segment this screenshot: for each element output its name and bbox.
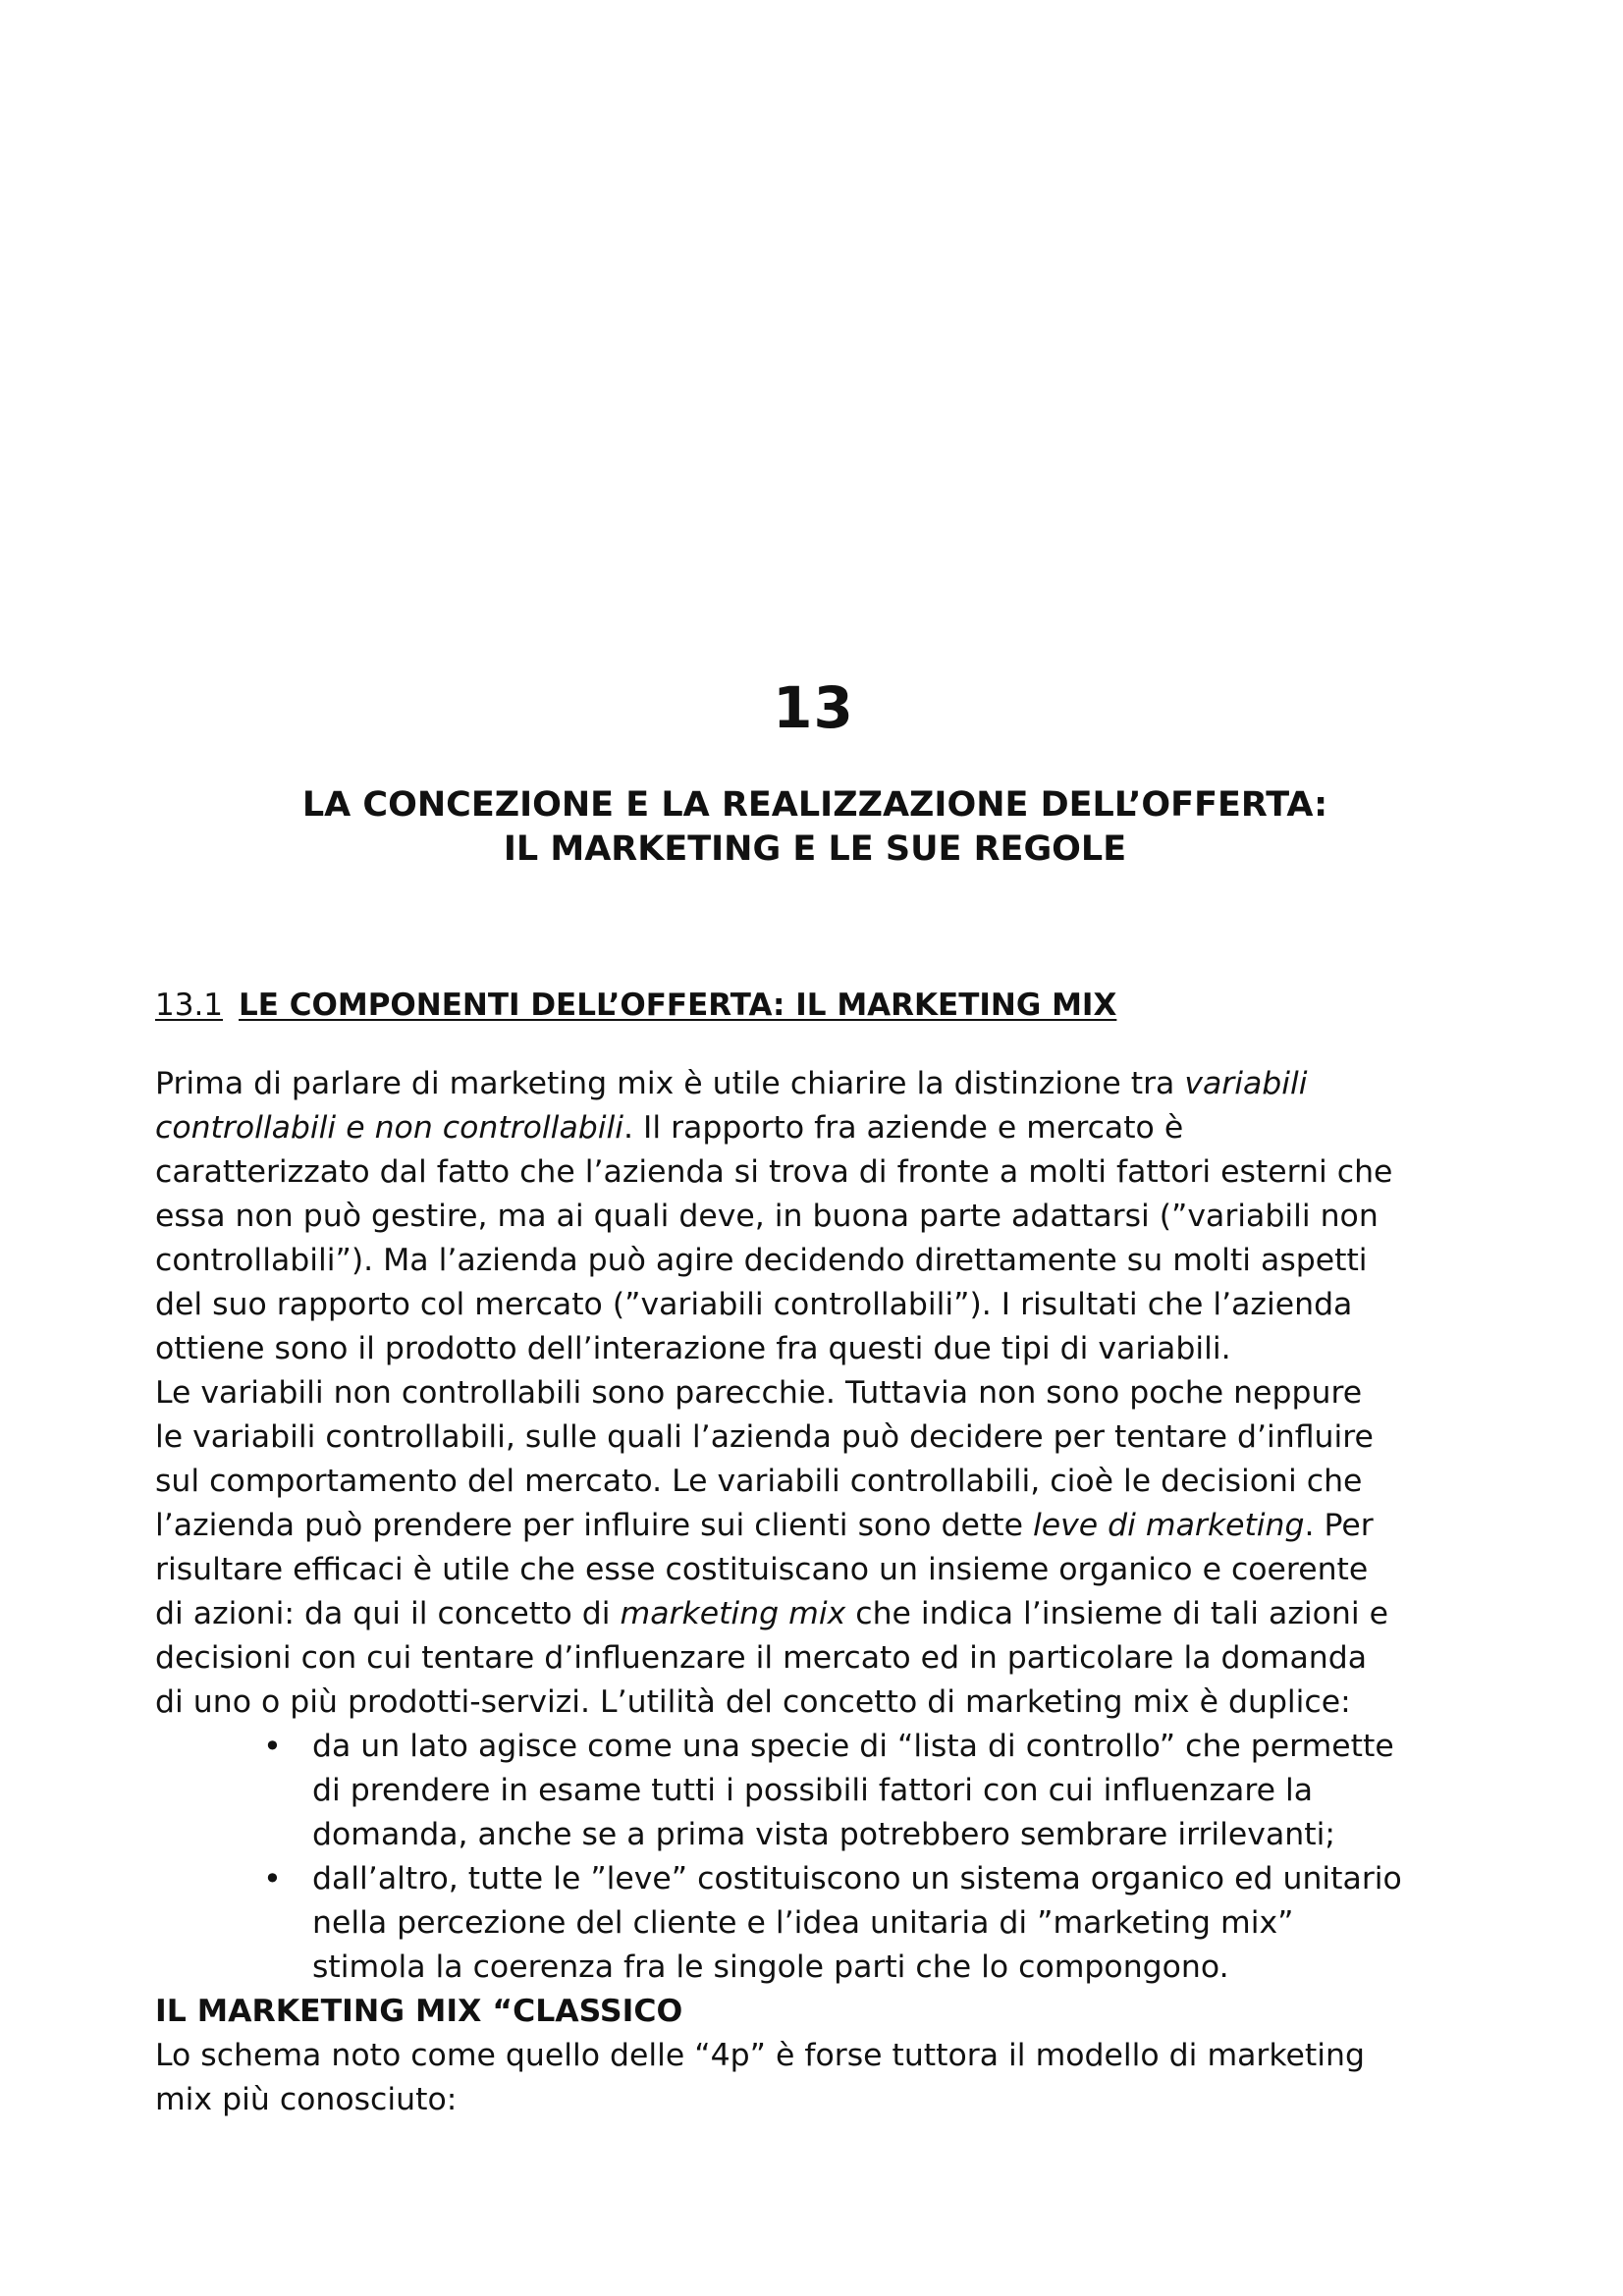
text-run: l’azienda può prendere per influire sui clienti sono dette	[155, 1508, 1033, 1543]
text-line: caratterizzato dal fatto che l’azienda si trova di fronte a molti fattori esterni che	[155, 1154, 1393, 1190]
text-run: di azioni: da qui il concetto di	[155, 1596, 621, 1631]
text-line: sul comportamento del mercato. Le variabili controllabili, cioè le decisioni che	[155, 1464, 1363, 1499]
paragraph-2	[155, 1371, 1490, 1725]
bullet-icon: •	[263, 1728, 282, 1765]
italic-term: marketing mix	[620, 1596, 846, 1631]
text-line: del suo rapporto col mercato (”variabili controllabili”). I risultati che l’azienda	[155, 1287, 1353, 1322]
text-line: di uno o più prodotti-servizi. L’utilità del concetto di marketing mix è duplice:	[155, 1684, 1351, 1720]
list-item	[155, 1725, 1490, 1857]
text-line: controllabili”). Ma l’azienda può agire decidendo direttamente su molti aspetti	[155, 1243, 1368, 1278]
chapter-title	[192, 783, 1437, 872]
text-line: dall’altro, tutte le ”leve” costituiscono un sistema organico ed unitario	[312, 1861, 1402, 1896]
text-line: stimola la coerenza fra le singole parti che lo compongono.	[312, 1949, 1229, 1985]
bullet-icon: •	[263, 1860, 282, 1897]
text-line: essa non può gestire, ma ai quali deve, in buona parte adattarsi (”variabili non	[155, 1199, 1379, 1234]
text-line: le variabili controllabili, sulle quali l’azienda può decidere per tentare d’influire	[155, 1419, 1374, 1455]
chapter-title-line-2: IL MARKETING E LE SUE REGOLE	[503, 829, 1127, 869]
italic-term: variabili	[1184, 1066, 1308, 1101]
text-line: mix più conosciuto:	[155, 2082, 458, 2117]
italic-term: leve di marketing	[1032, 1508, 1305, 1543]
text-line: di prendere in esame tutti i possibili fattori con cui influenzare la	[312, 1773, 1314, 1808]
chapter-number: 13	[773, 674, 854, 741]
text-line: decisioni con cui tentare d’influenzare il mercato ed in particolare la domanda	[155, 1640, 1368, 1676]
section-number: 13.1	[155, 988, 224, 1023]
text-line: domanda, anche se a prima vista potrebbero sembrare irrilevanti;	[312, 1817, 1335, 1852]
text-run: Prima di parlare di marketing mix è utile chiarire la distinzione tra	[155, 1066, 1185, 1101]
chapter-title-line-1: LA CONCEZIONE E LA REALIZZAZIONE DELL’OFFERTA:	[301, 785, 1328, 825]
text-run: . Il rapporto fra aziende e mercato è	[623, 1110, 1184, 1146]
text-line: risultare efficaci è utile che esse costituiscano un insieme organico e coerente	[155, 1552, 1369, 1587]
list-item	[155, 1857, 1490, 1990]
section-title: LE COMPONENTI DELL’OFFERTA: IL MARKETING MIX	[239, 988, 1117, 1023]
text-run: . Per	[1304, 1508, 1374, 1543]
section-heading	[155, 986, 1116, 1025]
text-line: Le variabili non controllabili sono parecchie. Tuttavia non sono poche neppure	[155, 1375, 1363, 1411]
text-line: ottiene sono il prodotto dell’interazione fra questi due tipi di variabili.	[155, 1331, 1231, 1366]
italic-term: controllabili e non controllabili	[155, 1110, 623, 1146]
text-line: da un lato agisce come una specie di “lista di controllo” che permette	[312, 1729, 1394, 1764]
body-text	[155, 1062, 1490, 2122]
paragraph-3	[155, 2034, 1490, 2122]
text-line: nella percezione del cliente e l’idea unitaria di ”marketing mix”	[312, 1905, 1294, 1941]
paragraph-1	[155, 1062, 1490, 1371]
text-run: che indica l’insieme di tali azioni e	[845, 1596, 1389, 1631]
text-line: Lo schema noto come quello delle “4p” è forse tuttora il modello di marketing	[155, 2038, 1365, 2073]
subsection-heading: IL MARKETING MIX “CLASSICO	[155, 1994, 683, 2029]
bullet-list	[155, 1725, 1490, 1990]
